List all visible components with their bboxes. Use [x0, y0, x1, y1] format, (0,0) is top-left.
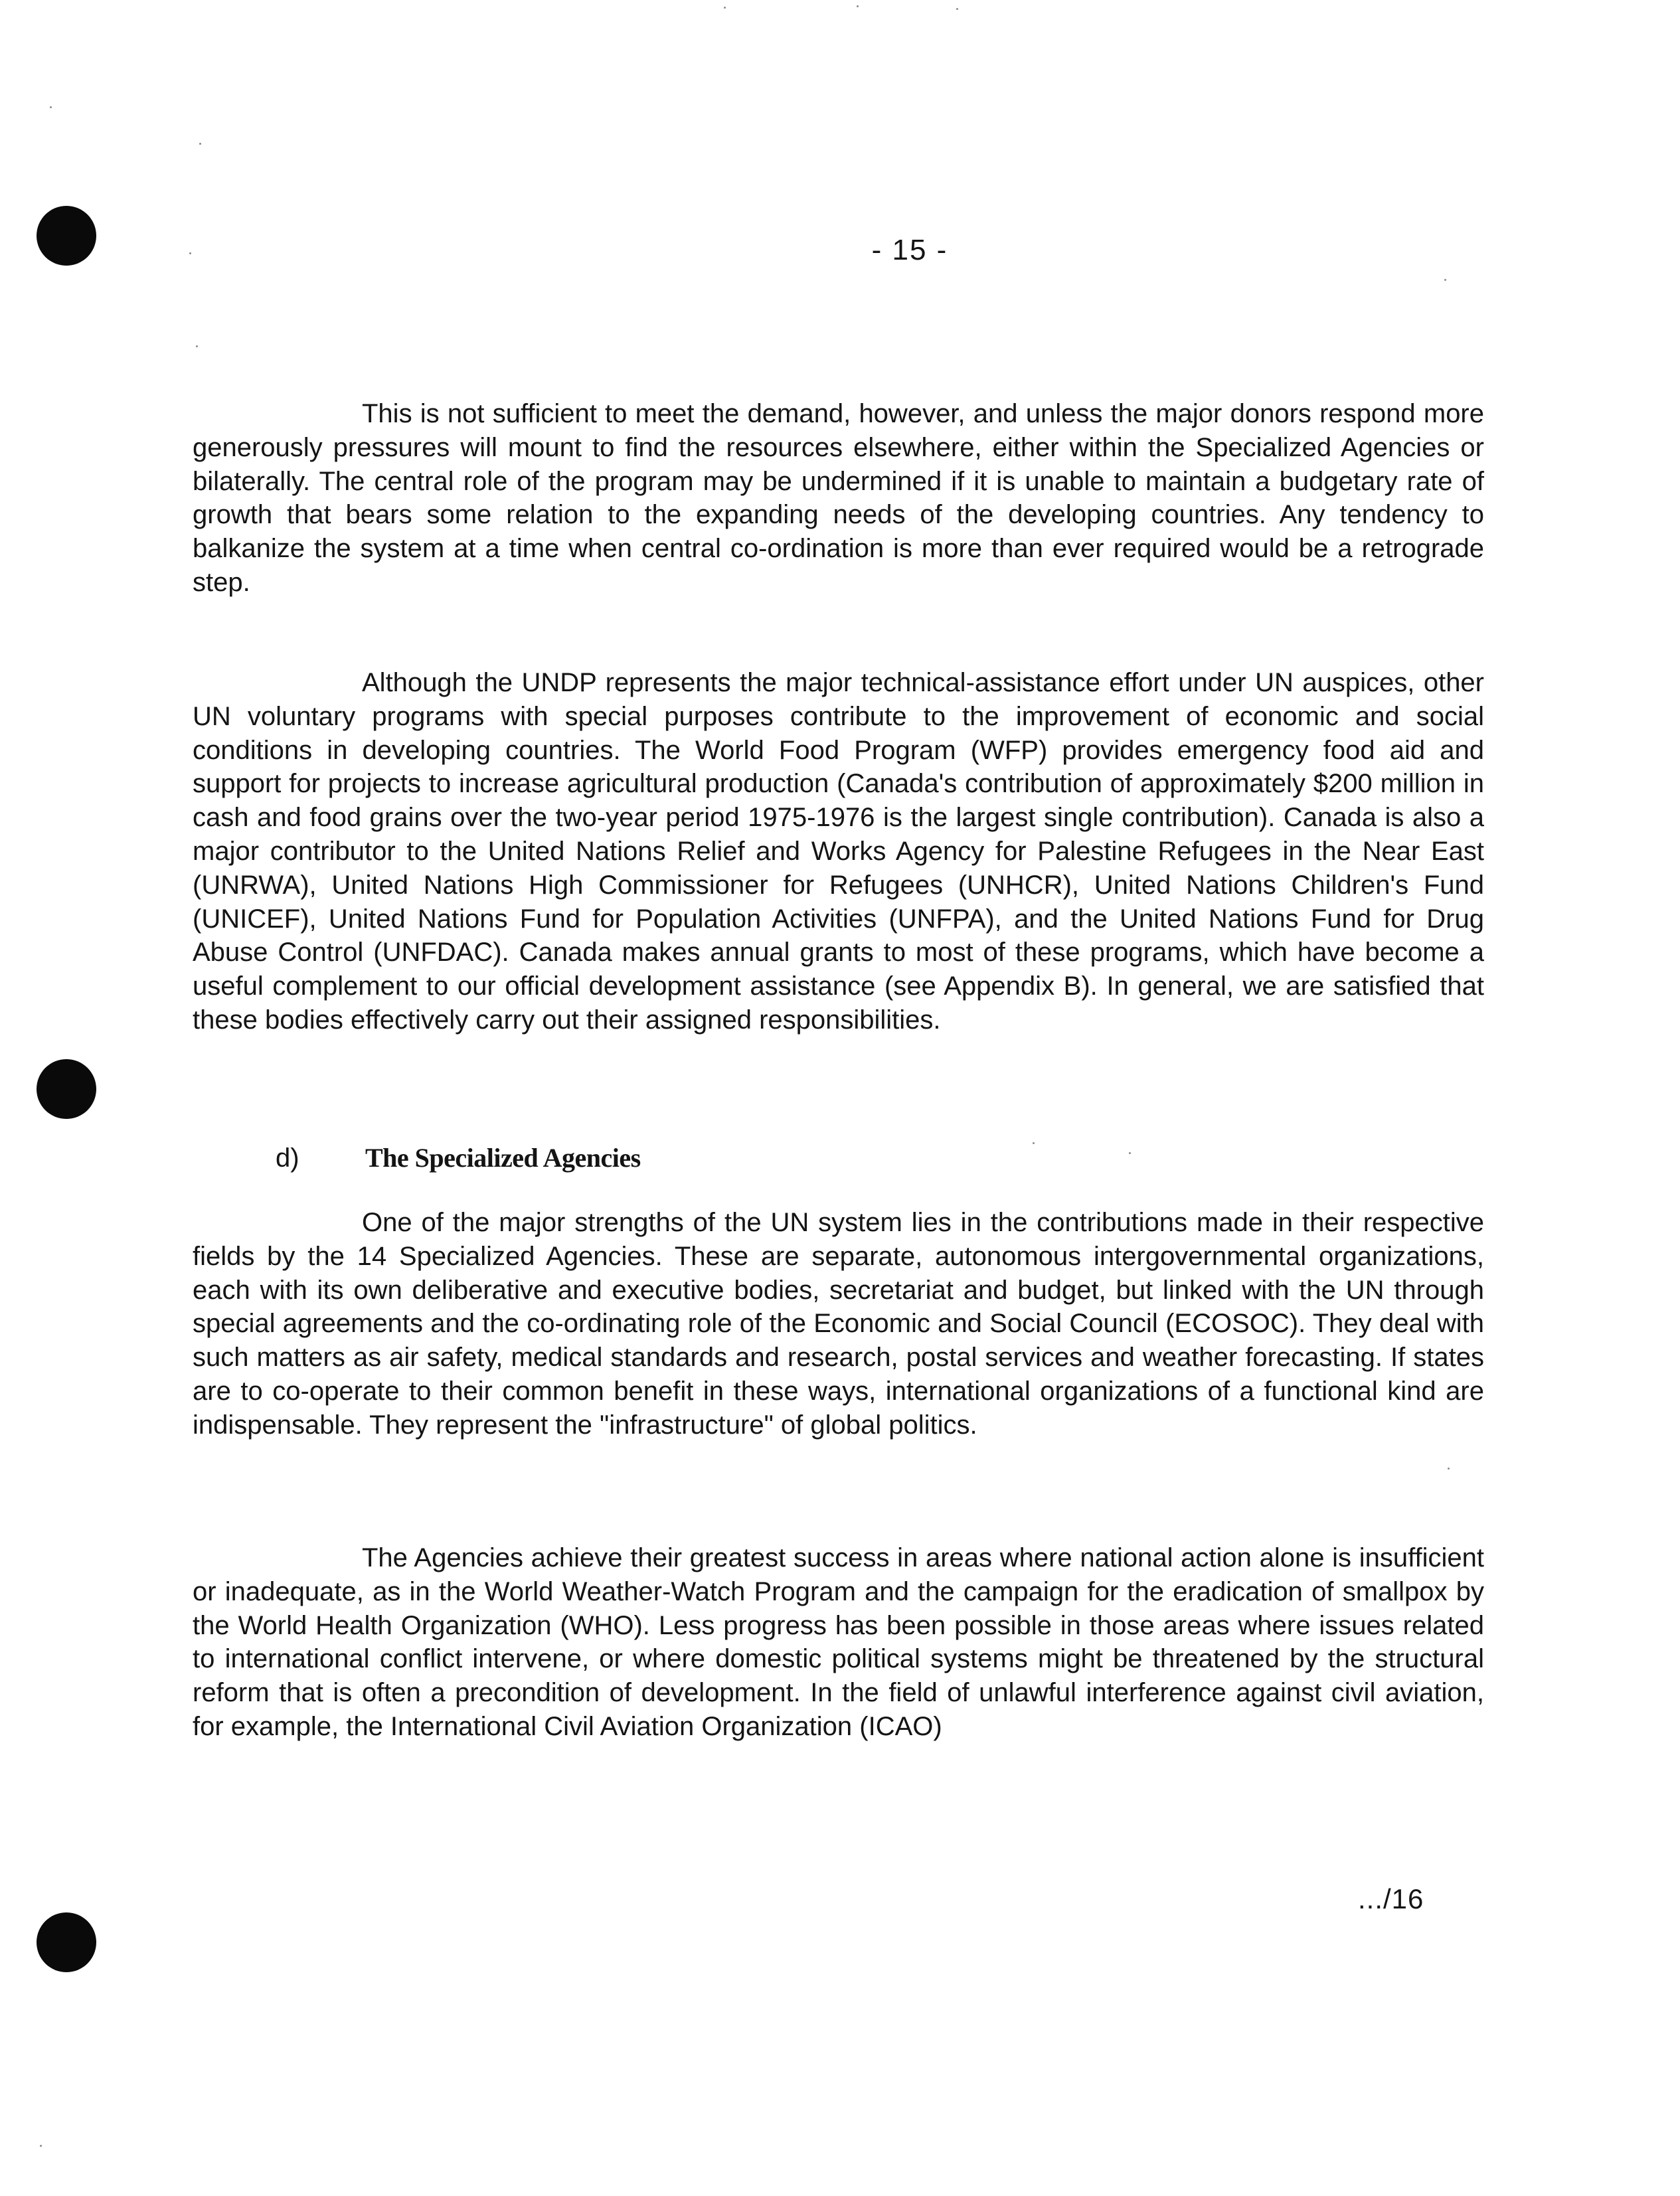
- page-number: - 15 -: [871, 234, 948, 266]
- scan-speck: [1448, 1468, 1450, 1470]
- section-label: d): [276, 1143, 299, 1173]
- paragraph-specialized-agencies: [193, 1206, 1484, 1442]
- punch-hole-bottom: [37, 1912, 96, 1972]
- scan-speck: [189, 252, 191, 254]
- paragraph-funding-demand: [193, 397, 1484, 600]
- scan-speck: [40, 2145, 42, 2147]
- paragraph-text: Although the UNDP represents the major technical-assistance effort under UN auspices, other UN voluntary programs with special purposes contribute to the improvement of economic and social conditions in developing countries. The World Food Program (WFP) provides emergency food aid and support for projects to increase agricultural production (Canada's contribution of approximately $200 million in cash and food grains over the two-year period 1975-1976 is the largest single contribution). Canada is also a major contributor to the United Nations Relief and Works Agency for Palestine Refugees in the Near East (UNRWA), United Nations High Commissioner for Refugees (UNHCR), United Nations Children's Fund (UNICEF), United Nations Fund for Population Activities (UNFPA), and the United Nations Fund for Drug Abuse Control (UNFDAC). Canada makes annual grants to most of these programs, which have become a useful complement to our official development assistance (see Appendix B). In general, we are satisfied that these bodies effectively carry out their assigned responsibilities.: [193, 668, 1484, 1035]
- scan-speck: [1129, 1152, 1131, 1154]
- paragraph-text: One of the major strengths of the UN system lies in the contributions made in their respective fields by the 14 Specialized Agencies. These are separate, autonomous intergovernmental organizations, each with its own deliberative and executive bodies, secretariat and budget, but linked with the UN through special agreements and the co-ordinating role of the Economic and Social Council (ECOSOC). They deal with such matters as air safety, medical standards and research, postal services and weather forecasting. If states are to co-operate to their common benefit in these ways, international organizations of a functional kind are indispensable. They represent the "infrastructure" of global politics.: [193, 1208, 1484, 1440]
- paragraph-text: This is not sufficient to meet the demand, however, and unless the major donors respond more generously pressures will mount to find the resources elsewhere, either within the Specialized Agencies or bilaterally. The central role of the program may be undermined if it is unable to maintain a budgetary rate of growth that bears some relation to the expanding needs of the developing countries. Any tendency to balkanize the system at a time when central co-ordination is more than ever required would be a retrograde step.: [193, 399, 1484, 597]
- paragraph-agency-success: [193, 1541, 1484, 1744]
- scan-speck: [956, 8, 958, 10]
- punch-hole-middle: [37, 1059, 96, 1119]
- scan-speck: [199, 143, 201, 145]
- scan-speck: [857, 5, 859, 7]
- paragraph-voluntary-programs: [193, 666, 1484, 1037]
- scan-speck: [1033, 1142, 1035, 1144]
- scan-speck: [724, 7, 726, 9]
- continuation-marker: .../16: [1358, 1883, 1424, 1914]
- section-title: The Specialized Agencies: [365, 1143, 641, 1173]
- scan-speck: [196, 345, 198, 347]
- section-heading: [276, 1141, 641, 1175]
- paragraph-text: The Agencies achieve their greatest success in areas where national action alone is insufficient or inadequate, as in the World Weather-Watch Program and the campaign for the eradication of smallpox by the World Health Organization (WHO). Less progress has been possible in those areas where issues related to international conflict intervene, or where domestic political systems might be threatened by the structural reform that is often a precondition of development. In the field of unlawful interference against civil aviation, for example, the International Civil Aviation Organization (ICAO): [193, 1543, 1484, 1741]
- scan-speck: [50, 106, 52, 108]
- scan-speck: [1444, 279, 1446, 281]
